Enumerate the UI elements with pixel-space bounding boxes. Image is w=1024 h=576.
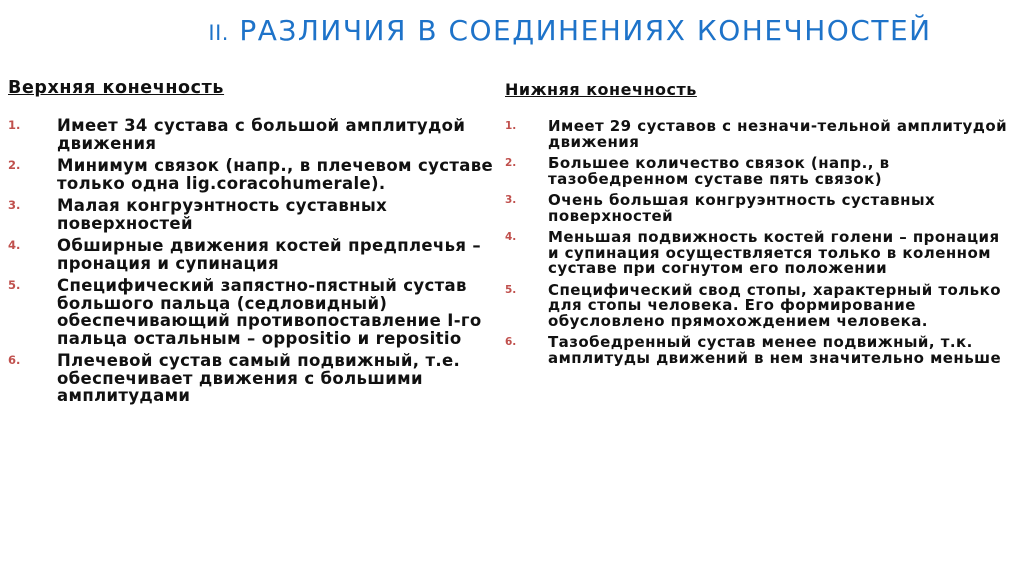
- list-item: [505, 335, 1013, 366]
- list-item: [8, 157, 498, 192]
- upper-limb-heading: Верхняя конечность: [8, 78, 225, 98]
- slide-title: [150, 14, 990, 47]
- list-item: [8, 277, 498, 347]
- list-item: [505, 119, 1013, 150]
- list-item: [8, 352, 498, 405]
- list-item-text: Специфический запястно-пястный сустав большого пальца (седловидный) обеспечивающий противопоставление I-го пальца остальным – oppositio и repositio: [57, 276, 482, 348]
- list-item-number: 1.: [8, 118, 21, 132]
- list-item-number: 2.: [505, 157, 517, 169]
- lower-limb-list: [505, 119, 1013, 366]
- list-item-text: Большее количество связок (напр., в тазобедренном суставе пять связок): [548, 154, 890, 188]
- list-item-number: 3.: [8, 198, 21, 212]
- lower-limb-heading: Нижняя конечность: [505, 80, 697, 99]
- list-item: [8, 237, 498, 272]
- list-item: [505, 193, 1013, 224]
- list-item-number: 3.: [505, 194, 517, 206]
- title-roman-numeral: II.: [208, 21, 229, 45]
- list-item-number: 6.: [505, 336, 517, 348]
- list-item-number: 5.: [8, 278, 21, 292]
- list-item-number: 5.: [505, 283, 517, 296]
- list-item-text: Меньшая подвижность костей голени – пронация и супинация осуществляется только в коленном суставе при согнутом его положении: [548, 228, 1000, 277]
- list-item: [505, 156, 1013, 187]
- list-item-number: 2.: [8, 158, 21, 172]
- list-item: [505, 280, 1013, 330]
- list-item-text: Специфический свод стопы, характерный только для стопы человека. Его формирование обусловлено прямохождением человека.: [548, 280, 1001, 330]
- list-item-text: Имеет 34 сустава с большой амплитудой движения: [57, 116, 466, 153]
- title-text: РАЗЛИЧИЯ В СОЕДИНЕНИЯХ КОНЕЧНОСТЕЙ: [239, 14, 932, 47]
- list-item: [8, 117, 498, 152]
- list-item-text: Минимум связок (напр., в плечевом суставе только одна lig.coracohumerale).: [57, 156, 494, 193]
- lower-limb-column: [505, 80, 1013, 372]
- list-item-text: Обширные движения костей предплечья – пронация и супинация: [57, 236, 482, 273]
- list-item-number: 4.: [505, 231, 517, 243]
- list-item-text: Малая конгруэнтность суставных поверхностей: [57, 196, 388, 233]
- list-item-number: 4.: [8, 238, 21, 252]
- upper-limb-list: [8, 117, 498, 405]
- upper-limb-column: [8, 78, 498, 410]
- list-item: [505, 230, 1013, 277]
- list-item-text: Имеет 29 суставов с незначи-тельной амплитудой движения: [548, 117, 1008, 151]
- list-item-text: Тазобедренный сустав менее подвижный, т.к. амплитуды движений в нем значительно меньше: [548, 333, 1002, 367]
- list-item: [8, 197, 498, 232]
- list-item-number: 1.: [505, 120, 517, 132]
- list-item-text: Очень большая конгруэнтность суставных поверхностей: [548, 191, 936, 225]
- list-item-number: 6.: [8, 353, 21, 367]
- list-item-text: Плечевой сустав самый подвижный, т.е. обеспечивает движения с большими амплитудами: [57, 351, 461, 405]
